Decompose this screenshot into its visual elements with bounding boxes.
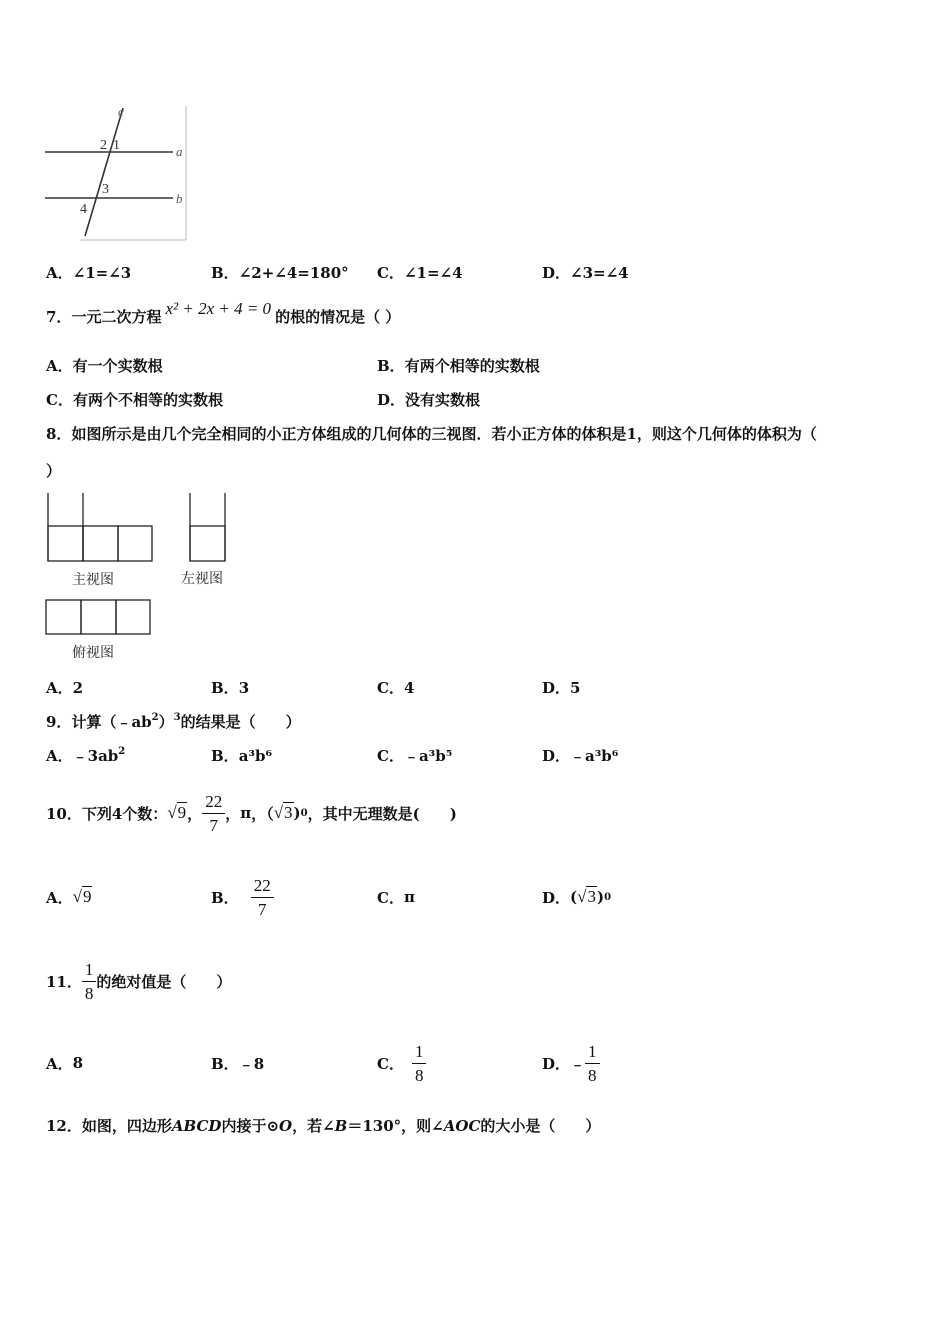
q10-sqrt9: √9 (167, 803, 187, 822)
left-view-figure (188, 492, 230, 564)
q10-option-d[interactable]: D． ( √3 ) 0 (542, 887, 612, 907)
left-view-caption: 左视图 (181, 571, 223, 587)
q11-frac: $\frac{1}{8}$ (82, 961, 97, 1002)
q12-stem: 12．如图，四边形ABCD内接于⊙O，若∠B＝130°，则∠AOC的大小是（ ） (46, 1117, 601, 1135)
q11-option-a[interactable]: A． 8 (46, 1054, 84, 1073)
parallel-lines-figure (40, 103, 190, 243)
q8-option-c[interactable]: C．4 (377, 679, 415, 697)
label-a: a (176, 144, 183, 159)
q7-option-d[interactable]: D．没有实数根 (377, 391, 481, 409)
label-3: 3 (102, 182, 109, 197)
label-1: 1 (113, 138, 120, 153)
q9-option-d[interactable]: D．﹣a³b⁶ (542, 747, 619, 765)
q8-stem-cont: ） (46, 462, 62, 480)
q7-option-b[interactable]: B．有两个相等的实数根 (377, 357, 540, 375)
q8-stem: 8．如图所示是由几个完全相同的小正方体组成的几何体的三视图．若小正方体的体积是1，则这个几何体的体积为（ (46, 425, 817, 443)
q6-option-b[interactable]: B．∠2+∠4=180° (211, 264, 349, 282)
q11-option-d[interactable]: D． ﹣ $\frac{1}{8}$ (542, 1028, 600, 1098)
q9-stem: 9．计算$(﹣ab^2)^3$的结果是（ ） (46, 712, 301, 731)
q10-option-b[interactable]: B． $\frac{22}{7}$ (211, 862, 274, 932)
q9-option-b[interactable]: B．a³b⁶ (211, 747, 273, 765)
front-view-figure (46, 492, 154, 564)
label-b: b (176, 191, 183, 206)
q9-option-a[interactable]: A．$﹣3ab^2$ (46, 746, 126, 765)
label-2: 2 (100, 138, 107, 153)
q8-option-d[interactable]: D．5 (542, 679, 581, 697)
q7-stem: 7．一元二次方程 x² + 2x + 4 = 0 的根的情况是（ ） (46, 299, 401, 326)
q10-option-a[interactable]: A． √9 (46, 887, 92, 907)
q7-equation: x² + 2x + 4 = 0 (165, 299, 272, 318)
label-4: 4 (80, 202, 87, 217)
q10-sqrt3: √3 (273, 803, 293, 822)
q11-option-b[interactable]: B． ﹣8 (211, 1054, 265, 1073)
q6-option-d[interactable]: D．∠3=∠4 (542, 264, 629, 282)
top-view-caption: 俯视图 (72, 645, 114, 661)
q11-option-c[interactable]: C． $\frac{1}{8}$ (377, 1028, 426, 1098)
q6-option-a[interactable]: A．∠1=∠3 (46, 264, 132, 282)
q10-option-c[interactable]: C． π (377, 888, 415, 907)
q9-option-c[interactable]: C．﹣a³b⁵ (377, 747, 453, 765)
q10-frac-22-7: $\frac{22}{7}$ (202, 793, 225, 834)
q6-option-c[interactable]: C．∠1=∠4 (377, 264, 463, 282)
q10-stem: 10． 下列4个数： √9 ， $\frac{22}{7}$ ， π ，（ √3 ) 0 ，其中无理数是( ) (46, 791, 457, 835)
front-view-caption: 主视图 (72, 572, 114, 588)
q8-option-b[interactable]: B．3 (211, 679, 250, 697)
q7-option-c[interactable]: C．有两个不相等的实数根 (46, 391, 223, 409)
label-c: c (118, 104, 124, 119)
q11-stem: 11． $\frac{1}{8}$ 的绝对值是（ ） (46, 959, 232, 1003)
q7-option-a[interactable]: A．有一个实数根 (46, 357, 163, 375)
q8-option-a[interactable]: A．2 (46, 679, 84, 697)
top-view-figure (44, 598, 152, 636)
